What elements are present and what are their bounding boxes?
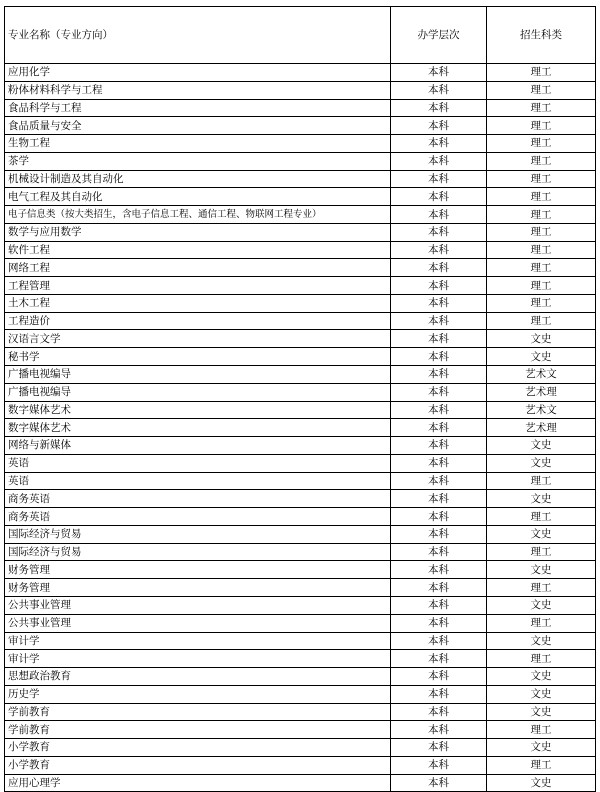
level-cell: 本科	[391, 259, 487, 277]
level-cell: 本科	[391, 668, 487, 686]
level-cell: 本科	[391, 614, 487, 632]
major-name-cell: 食品科学与工程	[5, 99, 391, 117]
table-row	[5, 596, 596, 614]
major-name-cell: 工程管理	[5, 277, 391, 295]
major-name-cell: 学前教育	[5, 721, 391, 739]
table-row	[5, 383, 596, 401]
category-cell: 文史	[487, 454, 596, 472]
level-cell: 本科	[391, 490, 487, 508]
major-name-cell: 汉语言文学	[5, 330, 391, 348]
category-cell: 理工	[487, 81, 596, 99]
category-cell: 理工	[487, 543, 596, 561]
level-cell: 本科	[391, 419, 487, 437]
level-cell: 本科	[391, 330, 487, 348]
category-cell: 理工	[487, 721, 596, 739]
table-row	[5, 490, 596, 508]
level-cell: 本科	[391, 756, 487, 774]
header-row	[5, 7, 596, 64]
table-row	[5, 330, 596, 348]
major-name-cell: 思想政治教育	[5, 668, 391, 686]
level-cell: 本科	[391, 543, 487, 561]
table-row	[5, 170, 596, 188]
table-row	[5, 419, 596, 437]
table-row	[5, 348, 596, 366]
major-name-cell: 工程造价	[5, 312, 391, 330]
table-row	[5, 188, 596, 206]
table-row	[5, 241, 596, 259]
major-name-cell: 电气工程及其自动化	[5, 188, 391, 206]
category-cell: 文史	[487, 739, 596, 757]
level-cell: 本科	[391, 596, 487, 614]
level-cell: 本科	[391, 117, 487, 135]
table-row	[5, 579, 596, 597]
level-cell: 本科	[391, 152, 487, 170]
major-name-cell: 英语	[5, 472, 391, 490]
level-cell: 本科	[391, 348, 487, 366]
level-cell: 本科	[391, 277, 487, 295]
level-cell: 本科	[391, 774, 487, 792]
category-cell: 理工	[487, 614, 596, 632]
level-cell: 本科	[391, 454, 487, 472]
level-cell: 本科	[391, 99, 487, 117]
category-cell: 文史	[487, 685, 596, 703]
major-name-cell: 秘书学	[5, 348, 391, 366]
table-row	[5, 472, 596, 490]
level-cell: 本科	[391, 401, 487, 419]
major-name-cell: 粉体材料科学与工程	[5, 81, 391, 99]
table-row	[5, 721, 596, 739]
category-cell: 文史	[487, 668, 596, 686]
table-row	[5, 223, 596, 241]
major-name-cell: 财务管理	[5, 561, 391, 579]
major-name-cell: 商务英语	[5, 508, 391, 526]
major-name-cell: 广播电视编导	[5, 383, 391, 401]
header-category: 招生科类	[487, 7, 596, 64]
table-row	[5, 508, 596, 526]
major-name-cell: 小学教育	[5, 739, 391, 757]
table-row	[5, 774, 596, 792]
major-name-cell: 国际经济与贸易	[5, 525, 391, 543]
category-cell: 理工	[487, 64, 596, 82]
major-name-cell: 审计学	[5, 632, 391, 650]
table-row	[5, 703, 596, 721]
category-cell: 理工	[487, 756, 596, 774]
category-cell: 理工	[487, 223, 596, 241]
category-cell: 理工	[487, 206, 596, 224]
level-cell: 本科	[391, 312, 487, 330]
category-cell: 文史	[487, 774, 596, 792]
category-cell: 理工	[487, 312, 596, 330]
category-cell: 文史	[487, 596, 596, 614]
level-cell: 本科	[391, 170, 487, 188]
category-cell: 理工	[487, 650, 596, 668]
level-cell: 本科	[391, 383, 487, 401]
major-name-cell: 审计学	[5, 650, 391, 668]
level-cell: 本科	[391, 739, 487, 757]
level-cell: 本科	[391, 64, 487, 82]
major-name-cell: 应用化学	[5, 64, 391, 82]
table-row	[5, 561, 596, 579]
table-row	[5, 206, 596, 224]
major-name-cell: 国际经济与贸易	[5, 543, 391, 561]
major-name-cell: 数学与应用数学	[5, 223, 391, 241]
major-name-cell: 应用心理学	[5, 774, 391, 792]
level-cell: 本科	[391, 294, 487, 312]
level-cell: 本科	[391, 135, 487, 153]
table-row	[5, 312, 596, 330]
category-cell: 理工	[487, 117, 596, 135]
table-row	[5, 135, 596, 153]
table-row	[5, 685, 596, 703]
table-row	[5, 401, 596, 419]
major-name-cell: 网络与新媒体	[5, 437, 391, 455]
category-cell: 理工	[487, 472, 596, 490]
table-header	[5, 7, 596, 64]
table-row	[5, 277, 596, 295]
category-cell: 文史	[487, 348, 596, 366]
category-cell: 理工	[487, 99, 596, 117]
major-name-cell: 小学教育	[5, 756, 391, 774]
category-cell: 理工	[487, 508, 596, 526]
table-body	[5, 64, 596, 792]
major-name-cell: 英语	[5, 454, 391, 472]
category-cell: 理工	[487, 259, 596, 277]
major-name-cell: 软件工程	[5, 241, 391, 259]
level-cell: 本科	[391, 561, 487, 579]
category-cell: 艺术文	[487, 401, 596, 419]
level-cell: 本科	[391, 188, 487, 206]
level-cell: 本科	[391, 650, 487, 668]
major-name-cell: 网络工程	[5, 259, 391, 277]
header-level: 办学层次	[391, 7, 487, 64]
table-row	[5, 99, 596, 117]
level-cell: 本科	[391, 366, 487, 384]
category-cell: 理工	[487, 579, 596, 597]
category-cell: 艺术理	[487, 383, 596, 401]
major-name-cell: 生物工程	[5, 135, 391, 153]
major-name-cell: 公共事业管理	[5, 614, 391, 632]
major-name-cell: 电子信息类（按大类招生，含电子信息工程、通信工程、物联网工程专业）	[5, 206, 391, 224]
table-row	[5, 525, 596, 543]
category-cell: 文史	[487, 632, 596, 650]
level-cell: 本科	[391, 241, 487, 259]
major-name-cell: 财务管理	[5, 579, 391, 597]
category-cell: 理工	[487, 188, 596, 206]
major-name-cell: 食品质量与安全	[5, 117, 391, 135]
table-row	[5, 454, 596, 472]
category-cell: 文史	[487, 490, 596, 508]
level-cell: 本科	[391, 685, 487, 703]
major-name-cell: 茶学	[5, 152, 391, 170]
major-name-cell: 历史学	[5, 685, 391, 703]
major-name-cell: 土木工程	[5, 294, 391, 312]
level-cell: 本科	[391, 632, 487, 650]
table-row	[5, 756, 596, 774]
header-major-name: 专业名称（专业方向）	[5, 7, 391, 64]
table-row	[5, 543, 596, 561]
level-cell: 本科	[391, 81, 487, 99]
category-cell: 文史	[487, 561, 596, 579]
major-name-cell: 广播电视编导	[5, 366, 391, 384]
majors-table	[4, 6, 596, 792]
level-cell: 本科	[391, 437, 487, 455]
level-cell: 本科	[391, 703, 487, 721]
category-cell: 理工	[487, 170, 596, 188]
table-row	[5, 117, 596, 135]
major-name-cell: 公共事业管理	[5, 596, 391, 614]
table-row	[5, 739, 596, 757]
major-name-cell: 学前教育	[5, 703, 391, 721]
major-name-cell: 数字媒体艺术	[5, 401, 391, 419]
table-row	[5, 64, 596, 82]
major-name-cell: 数字媒体艺术	[5, 419, 391, 437]
category-cell: 理工	[487, 152, 596, 170]
category-cell: 文史	[487, 330, 596, 348]
category-cell: 理工	[487, 241, 596, 259]
table-row	[5, 259, 596, 277]
category-cell: 理工	[487, 277, 596, 295]
level-cell: 本科	[391, 525, 487, 543]
major-name-cell: 商务英语	[5, 490, 391, 508]
category-cell: 艺术文	[487, 366, 596, 384]
table-row	[5, 650, 596, 668]
level-cell: 本科	[391, 508, 487, 526]
major-name-cell: 机械设计制造及其自动化	[5, 170, 391, 188]
category-cell: 理工	[487, 135, 596, 153]
category-cell: 理工	[487, 294, 596, 312]
table-row	[5, 437, 596, 455]
table-row	[5, 668, 596, 686]
level-cell: 本科	[391, 579, 487, 597]
category-cell: 文史	[487, 437, 596, 455]
table-row	[5, 81, 596, 99]
category-cell: 文史	[487, 703, 596, 721]
table-row	[5, 614, 596, 632]
category-cell: 文史	[487, 525, 596, 543]
table-row	[5, 152, 596, 170]
level-cell: 本科	[391, 721, 487, 739]
level-cell: 本科	[391, 223, 487, 241]
level-cell: 本科	[391, 472, 487, 490]
category-cell: 艺术理	[487, 419, 596, 437]
level-cell: 本科	[391, 206, 487, 224]
table-row	[5, 294, 596, 312]
table-row	[5, 366, 596, 384]
table-row	[5, 632, 596, 650]
